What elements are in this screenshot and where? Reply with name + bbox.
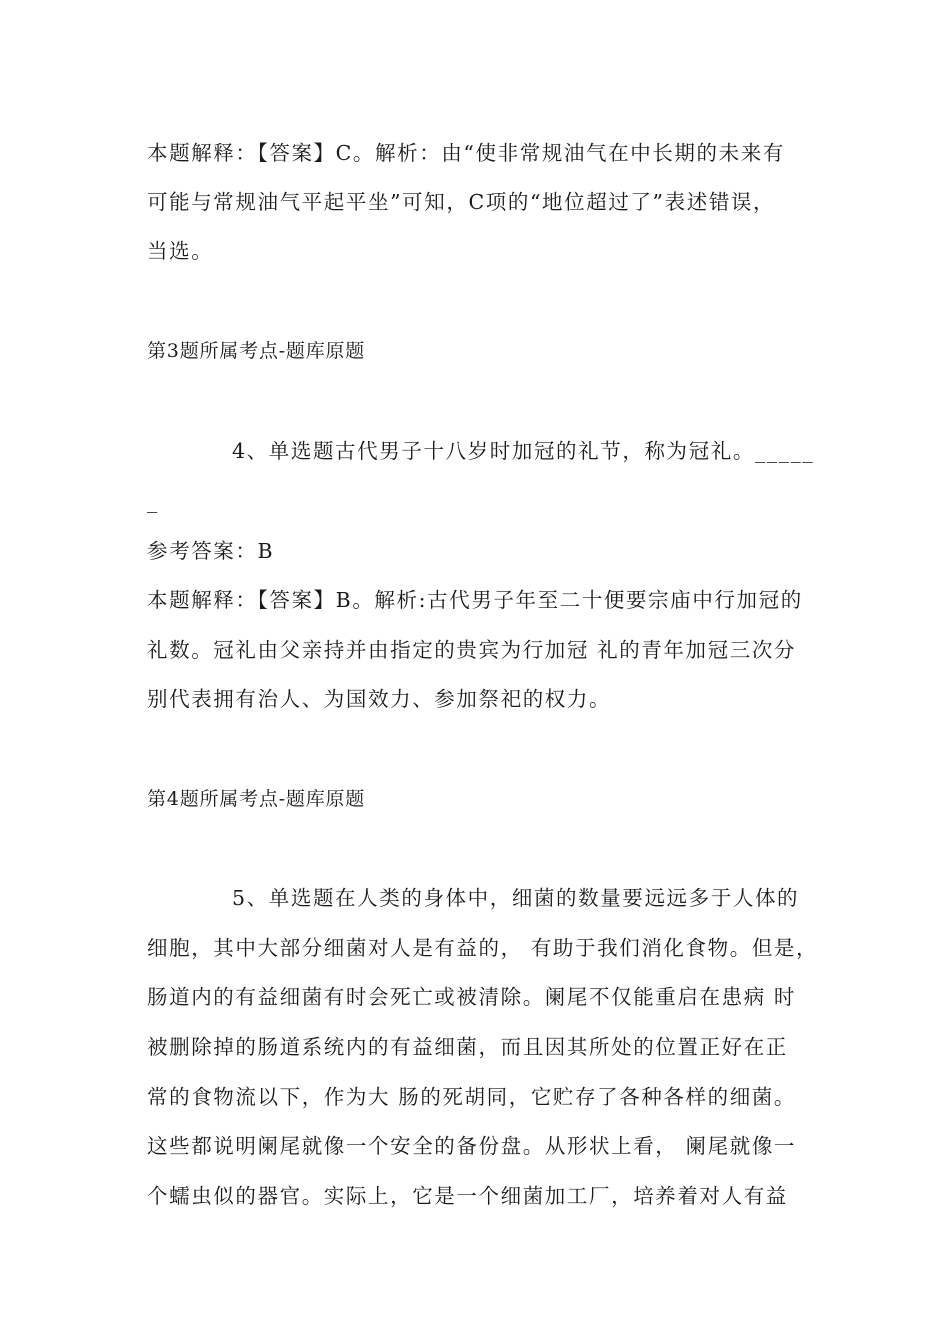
question-5-line-4: 被删除掉的肠道系统内的有益细菌，而且因其所处的位置正好在正 [147,1035,788,1059]
section-heading-q4: 第4题所属考点-题库原题 [147,788,366,810]
question-5-line-6: 这些都说明阑尾就像一个安全的备份盘。从形状上看， 阑尾就像一 [147,1134,797,1158]
explanation-q3-line-2: 可能与常规油气平起平坐”可知，C项的“地位超过了”表述错误， [147,190,776,214]
question-5-line-5: 常的食物流以下，作为大 肠的死胡同，它贮存了各种各样的细菌。 [147,1085,797,1109]
explanation-q3-line-3: 当选。 [147,239,214,263]
section-heading-q3: 第3题所属考点-题库原题 [147,340,366,362]
question-4-answer: 参考答案：B [147,539,275,563]
question-5-line-2: 细胞，其中大部分细菌对人是有益的， 有助于我们消化食物。但是， [147,936,819,960]
question-5-line-3: 肠道内的有益细菌有时会死亡或被清除。阑尾不仅能重启在患病 时 [147,985,797,1009]
question-5-line-7: 个蠕虫似的器官。实际上，它是一个细菌加工厂，培养着对人有益 [147,1184,788,1208]
question-4-line-1: 4、单选题古代男子十八岁时加冠的礼节，称为冠礼。_____ [232,439,815,463]
explanation-q4-line-3: 别代表拥有治人、为国效力、参加祭祀的权力。 [147,687,612,711]
explanation-q3-line-1: 本题解释：【答案】C。解析：由“使非常规油气在中长期的未来有 [147,141,785,165]
explanation-q4-line-1: 本题解释：【答案】B。解析:古代男子年至二十便要宗庙中行加冠的 [147,588,803,612]
question-5-line-1: 5、单选题在人类的身体中，细菌的数量要远远多于人体的 [232,886,800,910]
question-4-line-2: _ [147,489,159,513]
explanation-q4-line-2: 礼数。冠礼由父亲持并由指定的贵宾为行加冠 礼的青年加冠三次分 [147,638,797,662]
